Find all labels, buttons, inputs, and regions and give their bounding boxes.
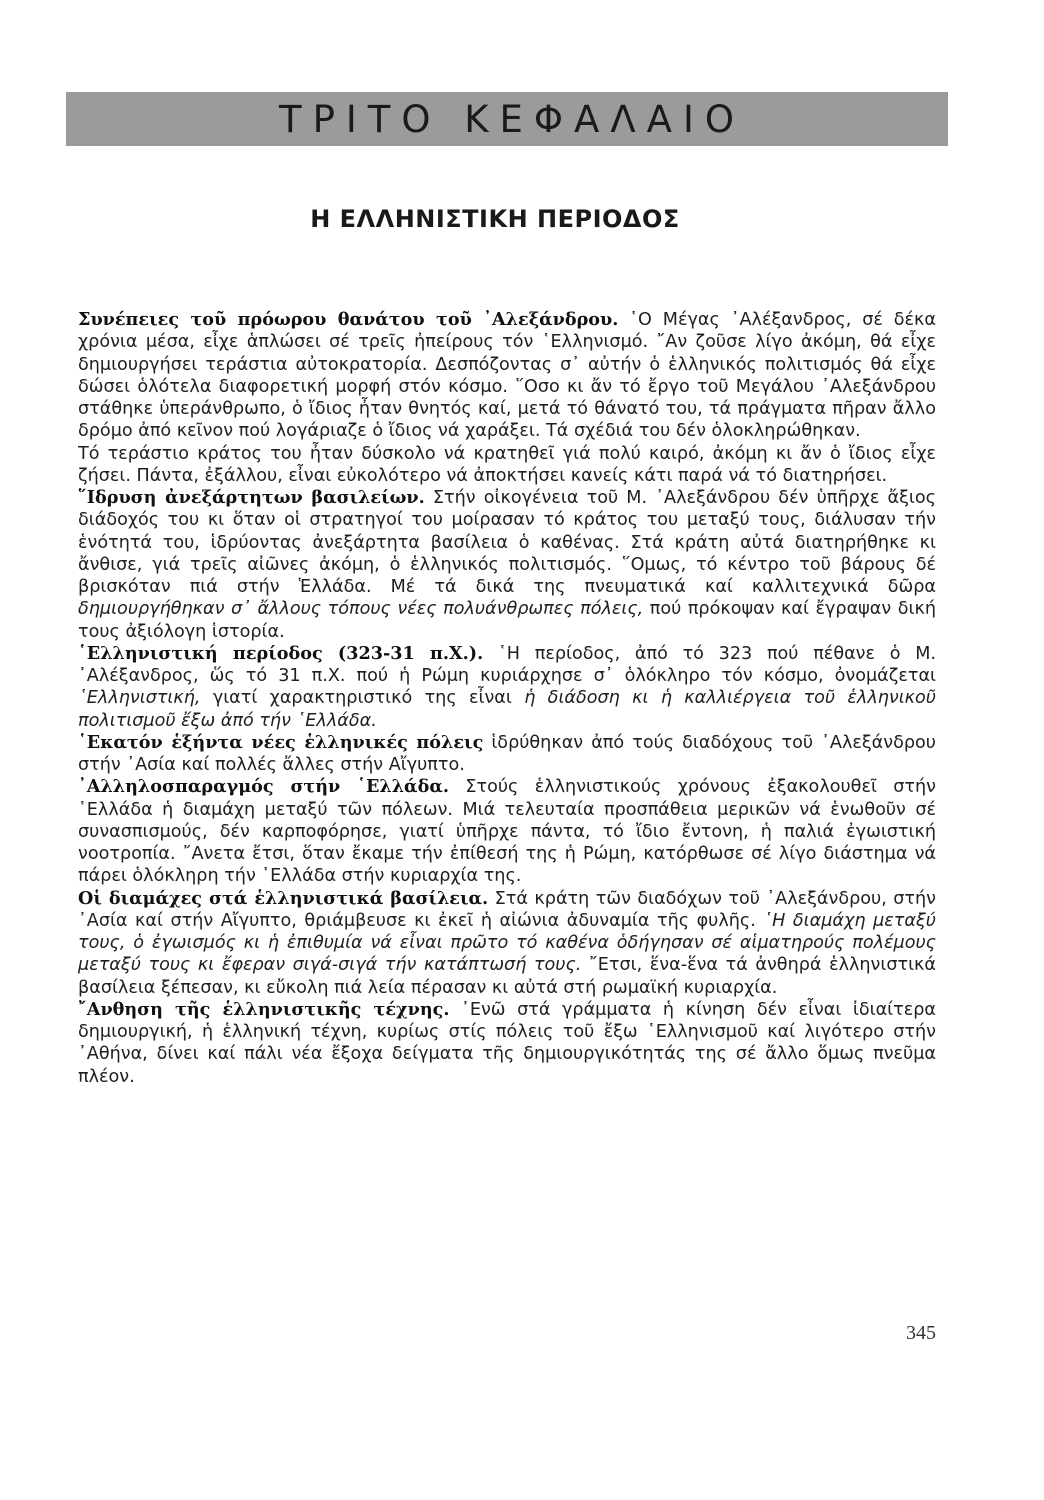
paragraph xyxy=(78,643,936,732)
paragraph-text: πού πρόκοψαν καί ἔγραψαν δική τους ἀξιόλογη ἱστορία. xyxy=(78,599,936,642)
paragraph-text: ῾Η περίοδος, ἀπό τό 323 πού πέθανε ὁ Μ. ᾿Αλέξανδρος, ὥς τό 31 π.Χ. πού ἡ Ρώμη κυριάρχησε σ᾿ ὁλόκληρο τόν κόσμο, ὀνομάζεται xyxy=(78,643,937,686)
paragraph xyxy=(78,443,936,488)
page-number: 345 xyxy=(906,1322,936,1344)
paragraph-text: ᾿Ενῶ στά γράμματα ἡ κίνηση δέν εἶναι ἰδιαίτερα δημιουργική, ἡ ἑλληνική τέχνη, κυρίως στίς πόλεις τοῦ ἔξω ῾Ελληνισμοῦ καί λιγότερο στήν ᾿Αθήνα, δίνει καί πάλι νέα ἔξοχα δείγματα τῆς δημιουργικότητάς της σέ ἄλλο ὅμως πνεῦμα πλέον. xyxy=(78,999,936,1087)
chapter-header-band xyxy=(66,92,948,146)
paragraph xyxy=(78,487,936,643)
paragraph-emphasis: ῾Η διαμάχη μεταξύ τους, ὁ ἐγωισμός κι ἡ ἐπιθυμία νά εἶναι πρῶτο τό καθένα ὁδήγησαν σέ αἱματηρούς πολέμους μεταξύ τους κι ἔφεραν σιγά-σιγά τήν κατάπτωσή τους. xyxy=(78,910,936,976)
paragraph-text: Στήν οἰκογένεια τοῦ Μ. ᾿Αλεξάνδρου δέν ὑπῆρχε ἄξιος διάδοχός του κι ὅταν οἱ στρατηγοί του μοίρασαν τό κράτος του μεταξύ τους, διάλυσαν τήν ἑνότητά του, ἱδρύοντας ἀνεξάρτητα βασίλεια ὁ καθένας. Στά κράτη αὐτά διατηρήθηκε κι ἄνθισε, γιά τρεῖς αἰῶνες ἀκόμη, ὁ ἑλληνικός πολιτισμός. ῞Ομως, τό κέντρο τοῦ βάρους δέ βρισκόταν πιά στήν Ἑλλάδα. Μέ τά δικά της πνευματικά καί καλλιτεχνικά δῶρα xyxy=(78,488,936,597)
paragraph-emphasis: ῾Ελληνιστική, xyxy=(78,688,201,709)
paragraph-text: Στούς ἑλληνιστικούς χρόνους ἐξακολουθεῖ στήν ῾Ελλάδα ἡ διαμάχη μεταξύ τῶν πόλεων. Μιά τελευταία προσπάθεια μερικῶν νά ἑνωθοῦν σέ συνασπισμούς, δέν καρποφόρησε, γιατί ὑπῆρχε πάντα, τό ἴδιο ἔντονη, ἡ παλιά ἐγωιστική νοοτροπία. ῎Ανετα ἔτσι, ὅταν ἔκαμε τήν ἐπίθεσή της ἡ Ρώμη, κατόρθωσε σέ λίγο διάστημα νά πάρει ὁλόκληρη τήν ῾Ελλάδα στήν κυριαρχία της. xyxy=(78,777,936,887)
paragraph-text: ἱδρύθηκαν ἀπό τούς διαδόχους τοῦ ᾿Αλεξάνδρου στήν ᾿Ασία καί πολλές ἄλλες στήν Αἴγυπτο. xyxy=(78,732,936,775)
section-title: Η ΕΛΛΗΝΙΣΤΙΚΗ ΠΕΡΙΟΔΟΣ xyxy=(310,205,680,233)
paragraph-text: Στά κράτη τῶν διαδόχων τοῦ ᾿Αλεξάνδρου, στήν ᾿Ασία καί στήν Αἴγυπτο, θριάμβευσε κι ἐκεῖ ἡ αἰώνια ἀδυναμία τῆς φυλῆς. xyxy=(78,888,937,931)
paragraph xyxy=(78,309,936,443)
paragraph-heading: ῾Εκατόν ἑξήντα νέες ἑλληνικές πόλεις xyxy=(78,731,484,753)
paragraph-text: ῾Ο Μέγας ᾿Αλέξανδρος, σέ δέκα χρόνια μέσα, εἶχε ἁπλώσει σέ τρεῖς ἠπείρους τόν ῾Ελληνισμό. ῎Αν ζοῦσε λίγο ἀκόμη, θά εἶχε δημιουργήσει τεράστια αὐτοκρατορία. Δεσπόζοντας σ᾿ αὐτήν ὁ ἑλληνικός πολιτισμός θά εἶχε δώσει ὁλότελα διαφορετική μορφή στόν κόσμο. ῞Οσο κι ἄν τό ἔργο τοῦ Μεγάλου ᾿Αλεξάνδρου στάθηκε ὑπεράνθρωπο, ὁ ἴδιος ἦταν θνητός καί, μετά τό θάνατό του, τά πράγματα πῆραν ἄλλο δρόμο ἀπό κεῖνον πού λογάριαζε ὁ ἴδιος νά χαράξει. Τά σχέδιά του δέν ὁλοκληρώθηκαν. xyxy=(78,310,936,442)
paragraph-heading: ῎Ανθηση τῆς ἑλληνιστικῆς τέχνης. xyxy=(78,998,450,1020)
paragraph-text: ῎Ετσι, ἕνα-ἕνα τά ἀνθηρά ἑλληνιστικά βασίλεια ξέπεσαν, κι εὔκολη πιά λεία πέρασαν κι αὐτά στή ρωμαϊκή κυριαρχία. xyxy=(78,955,937,998)
chapter-title: ΤΡΙΤΟ ΚΕΦΑΛΑΙΟ xyxy=(278,98,746,141)
paragraph-heading: ῞Ιδρυση ἀνεξάρτητων βασιλείων. xyxy=(78,487,425,508)
paragraph-heading: ᾿Αλληλοσπαραγμός στήν ῾Ελλάδα. xyxy=(78,776,449,798)
paragraph-heading: Συνέπειες τοῦ πρόωρου θανάτου τοῦ ᾿Αλεξάνδρου. xyxy=(78,309,619,330)
paragraph xyxy=(78,999,936,1088)
paragraph-emphasis: δημιουργήθηκαν σ᾿ ἄλλους τόπους νέες πολυάνθρωπες πόλεις, xyxy=(78,599,644,620)
paragraph-emphasis: ἡ διάδοση κι ἡ καλλιέργεια τοῦ ἑλληνικοῦ πολιτισμοῦ ἔξω ἀπό τήν ῾Ελλάδα. xyxy=(78,688,936,731)
paragraph-text: γιατί χαρακτηριστικό της εἶναι xyxy=(200,688,525,709)
paragraph-text: Τό τεράστιο κράτος του ἦταν δύσκολο νά κρατηθεῖ γιά πολύ καιρό, ἀκόμη κι ἄν ὁ ἴδιος εἶχε ζήσει. Πάντα, ἐξάλλου, εἶναι εὐκολότερο νά ἀποκτήσει κανείς κάτι παρά νά τό διατηρήσει. xyxy=(78,443,936,486)
paragraph xyxy=(78,732,936,777)
paragraph xyxy=(78,776,936,887)
paragraph xyxy=(78,888,936,999)
body-text xyxy=(78,309,936,1088)
paragraph-heading: Οἱ διαμάχες στά ἑλληνιστικά βασίλεια. xyxy=(78,887,489,909)
paragraph-heading: ῾Ελληνιστική περίοδος (323-31 π.Χ.). xyxy=(78,642,484,664)
